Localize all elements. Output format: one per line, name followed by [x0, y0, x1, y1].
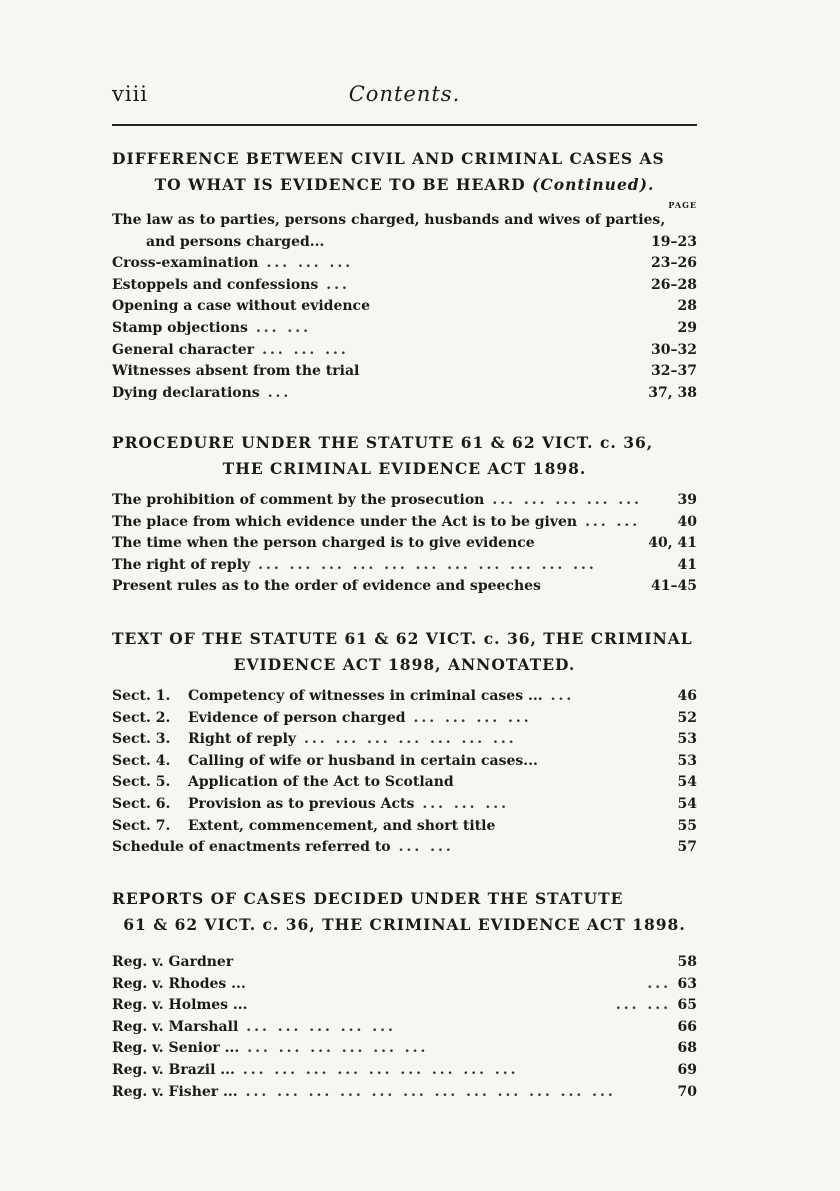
entry-page: 30–32 [651, 341, 697, 358]
entry-row [112, 232, 697, 254]
entry-page: 58 [677, 954, 697, 970]
entry-page: 68 [677, 1040, 697, 1057]
entry-title: Evidence of person charged [188, 709, 406, 726]
section-heading-line2: 61 & 62 VICT. c. 36, THE CRIMINAL EVIDENCE ACT 1898. [123, 915, 686, 934]
list-item [112, 253, 697, 275]
entry-title: Reg. v. Holmes ... [112, 997, 248, 1014]
leader-dots: ... ... ... [262, 341, 349, 358]
entry-page: 65 [677, 997, 697, 1014]
section-heading [112, 886, 697, 938]
section-reports [112, 886, 697, 1103]
leader-dots: ... ... ... ... ... ... ... ... ... ... ... ... [245, 1083, 616, 1100]
list-item [112, 686, 697, 708]
entry-title: The prohibition of comment by the prosecution [112, 492, 485, 508]
list-item [112, 361, 697, 383]
entry-title: The place from which evidence under the Act is to be given [112, 513, 578, 530]
list-item [112, 708, 697, 730]
entry-title: Dying declarations [112, 384, 260, 401]
leader-dots: ... ... [255, 319, 312, 336]
list-item [112, 816, 697, 838]
entry-title: Calling of wife or husband in certain cases... [188, 752, 538, 769]
leader-dots: ... ... ... ... [413, 709, 532, 726]
entry-page: 40, 41 [648, 535, 697, 552]
section-number: Sect. 5. [112, 774, 171, 791]
leader-dots: ... [326, 276, 350, 293]
entry-page: 32–37 [651, 363, 697, 380]
section-civil-criminal [112, 146, 697, 404]
list-item [112, 576, 697, 598]
entry-title: Extent, commencement, and short title [188, 817, 496, 834]
section-heading-line2-text: TO WHAT IS EVIDENCE TO BE HEARD [154, 175, 526, 194]
section-heading-line1: TEXT OF THE STATUTE 61 & 62 VICT. c. 36, THE CRIMINAL [112, 629, 693, 648]
section-heading-line1: REPORTS OF CASES DECIDED UNDER THE STATUTE [112, 889, 624, 908]
entry-page: 41–45 [651, 578, 697, 595]
list-item [112, 995, 697, 1017]
section-statute-text [112, 626, 697, 859]
entry-page: 41 [677, 556, 697, 573]
entry-page: 26–28 [651, 276, 697, 293]
section-heading [112, 430, 697, 482]
leader-dots: ... ... ... ... ... ... [247, 1040, 429, 1057]
leader-dots: ... [647, 975, 671, 992]
entry-page: 39 [677, 492, 697, 508]
list-item [112, 512, 697, 534]
page-header [112, 82, 697, 112]
leader-dots: ... ... ... [266, 255, 354, 272]
entry-page: 19–23 [651, 233, 697, 250]
list-item [112, 751, 697, 773]
list-item [112, 340, 697, 362]
leader-dots: ... ... ... [422, 795, 509, 812]
entry-title: Witnesses absent from the trial [112, 363, 360, 380]
list-item [112, 533, 697, 555]
entry-list [112, 490, 697, 598]
entry-page: 52 [677, 709, 697, 726]
entry-title: Cross-examination [112, 255, 259, 272]
entry-title: Reg. v. Rhodes ... [112, 975, 246, 992]
entry-title: Opening a case without evidence [112, 298, 370, 315]
entry-title-line1: The law as to parties, persons charged, husbands and wives of parties, [112, 212, 666, 228]
entry-title: Reg. v. Gardner [112, 954, 234, 970]
list-item [112, 1017, 697, 1039]
list-item [112, 275, 697, 297]
list-item [112, 952, 697, 974]
leader-dots: ... [267, 384, 292, 401]
leader-dots: ... ... ... ... ... [246, 1018, 396, 1035]
leader-dots: ... ... [615, 997, 671, 1014]
entry-page: 55 [677, 817, 697, 834]
leader-dots: ... ... ... ... ... [492, 492, 642, 508]
section-heading [112, 146, 697, 198]
entry-title: Estoppels and confessions [112, 276, 319, 293]
list-item [112, 383, 697, 405]
section-heading-line2: THE CRIMINAL EVIDENCE ACT 1898. [222, 459, 587, 478]
entry-page: 46 [677, 688, 697, 704]
list-item [112, 210, 697, 253]
list-item [112, 729, 697, 751]
leader-dots: ... ... ... ... ... ... ... ... ... [242, 1061, 519, 1078]
running-title: Contents. [348, 82, 461, 106]
entry-list [112, 210, 697, 404]
entry-page: 28 [677, 298, 697, 315]
list-item [112, 794, 697, 816]
section-heading-line1: DIFFERENCE BETWEEN CIVIL AND CRIMINAL CASES AS [112, 149, 665, 168]
leader-dots: ... ... [585, 513, 641, 530]
entry-title: Reg. v. Marshall [112, 1018, 239, 1035]
entry-title: The right of reply [112, 556, 251, 573]
entry-title: Competency of witnesses in criminal cases ... [188, 688, 543, 704]
entry-title: Reg. v. Fisher ... [112, 1083, 238, 1100]
leader-dots: ... ... ... ... ... ... ... ... ... ... ... [258, 556, 597, 573]
list-item [112, 490, 697, 512]
entry-page: 29 [677, 319, 697, 336]
entry-page: 66 [677, 1018, 697, 1035]
header-rule [112, 124, 697, 126]
section-number: Sect. 6. [112, 795, 171, 812]
entry-page: 70 [677, 1083, 697, 1100]
entry-page: 54 [677, 774, 697, 791]
entry-page: 37, 38 [648, 384, 697, 401]
entry-title: Right of reply [188, 731, 297, 748]
section-number: Sect. 4. [112, 752, 171, 769]
entry-page: 23–26 [651, 255, 697, 272]
section-procedure [112, 430, 697, 598]
page-column-label: PAGE [668, 200, 697, 210]
section-heading-line1: PROCEDURE UNDER THE STATUTE 61 & 62 VICT. c. 36, [112, 433, 654, 452]
entry-page: 40 [677, 513, 697, 530]
entry-title: Schedule of enactments referred to [112, 839, 391, 856]
entry-page: 57 [677, 839, 697, 856]
list-item [112, 1038, 697, 1060]
entry-title: Reg. v. Brazil ... [112, 1061, 235, 1078]
continued-label: (Continued). [532, 175, 655, 194]
entry-list [112, 952, 697, 1103]
section-number: Sect. 3. [112, 731, 171, 748]
leader-dots: ... ... [398, 839, 454, 856]
entry-title: Application of the Act to Scotland [188, 774, 454, 791]
entry-title: Present rules as to the order of evidence and speeches [112, 578, 541, 595]
entry-page: 63 [677, 975, 697, 992]
list-item [112, 296, 697, 318]
list-item [112, 555, 697, 577]
leader-dots: ... [550, 688, 575, 704]
section-number: Sect. 1. [112, 688, 171, 704]
entry-page: 53 [677, 752, 697, 769]
list-item [112, 772, 697, 794]
entry-page: 54 [677, 795, 697, 812]
entry-list [112, 686, 697, 859]
entry-page: 53 [677, 731, 697, 748]
list-item [112, 1060, 697, 1082]
list-item [112, 837, 697, 859]
entry-title: Provision as to previous Acts [188, 795, 415, 812]
entry-page: 69 [677, 1061, 697, 1078]
entry-title: Stamp objections [112, 319, 248, 336]
section-number: Sect. 7. [112, 817, 171, 834]
list-item [112, 974, 697, 996]
entry-title: Reg. v. Senior ... [112, 1040, 240, 1057]
list-item [112, 1082, 697, 1104]
list-item [112, 318, 697, 340]
section-heading [112, 626, 697, 678]
section-heading-line2: EVIDENCE ACT 1898, ANNOTATED. [233, 655, 576, 674]
entry-title: General character [112, 341, 255, 358]
section-number: Sect. 2. [112, 709, 171, 726]
entry-title: The time when the person charged is to give evidence [112, 535, 535, 552]
entry-title: and persons charged... [146, 233, 325, 250]
page-number: viii [112, 82, 149, 106]
leader-dots: ... ... ... ... ... ... ... [304, 731, 517, 748]
section-heading-line2 [112, 172, 697, 198]
